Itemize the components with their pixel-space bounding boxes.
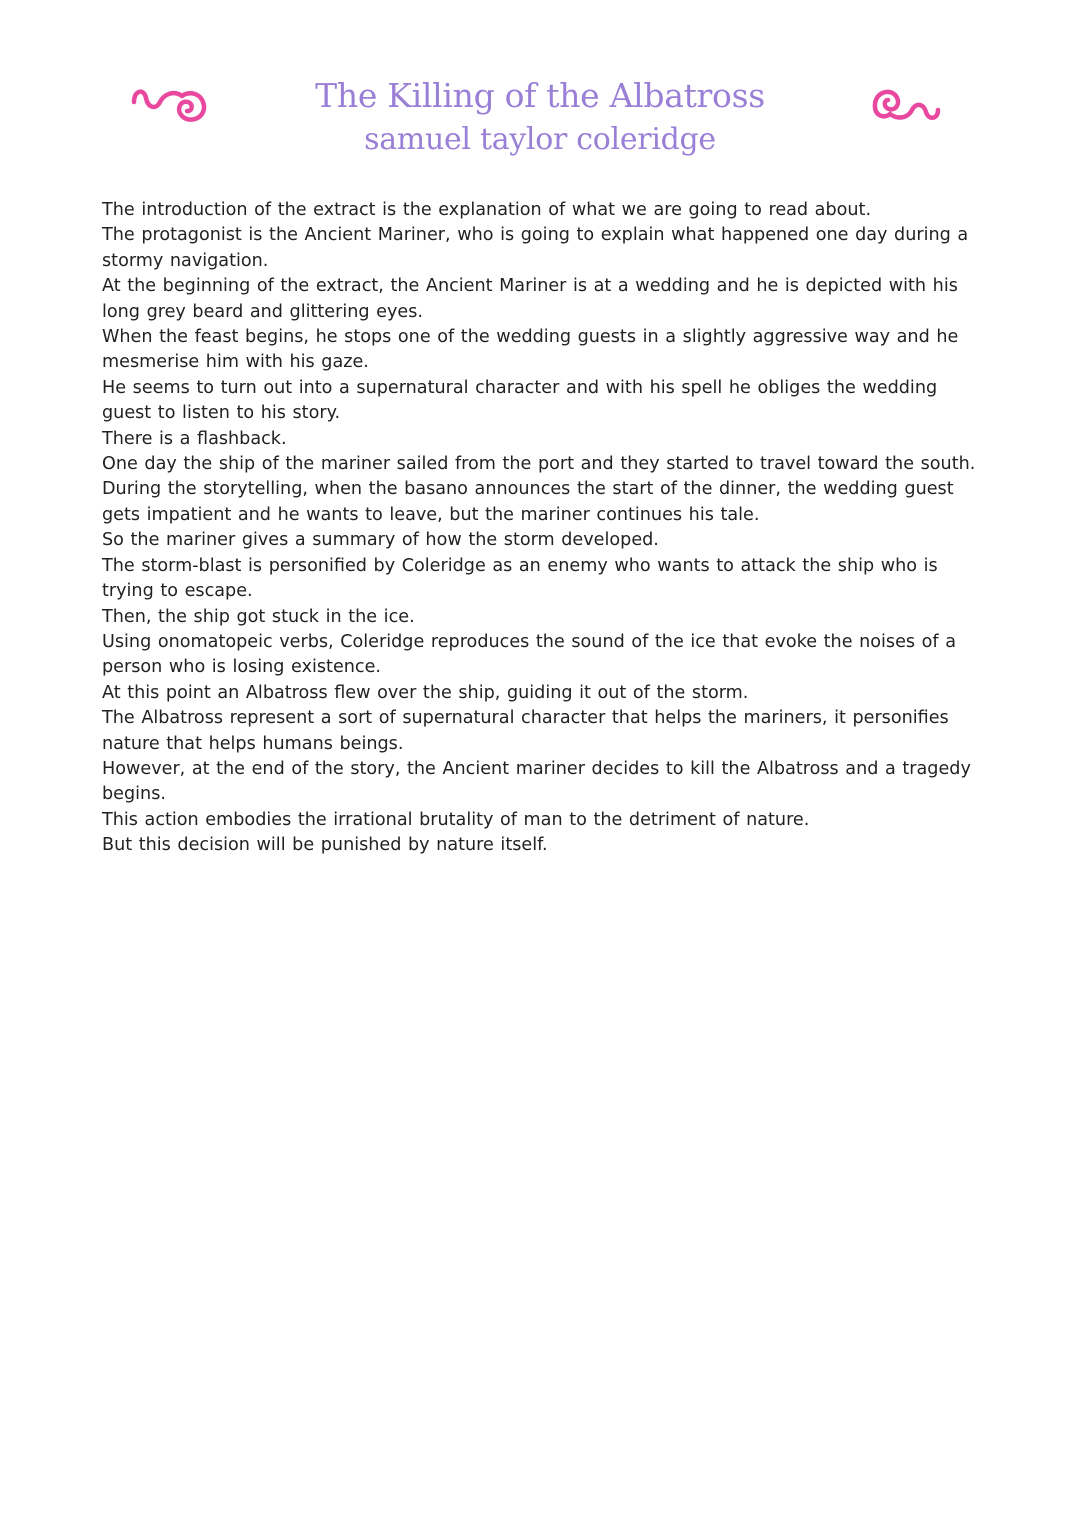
paragraph: One day the ship of the mariner sailed from the port and they started to travel toward the south.	[102, 454, 976, 475]
paragraph: So the mariner gives a summary of how the storm developed.	[102, 530, 659, 551]
swirl-ornament-icon	[872, 80, 942, 131]
paragraph: The Albatross represent a sort of supernatural character that helps the mariners, it personifies nature that helps humans beings.	[102, 708, 949, 754]
document-author: samuel taylor coleridge	[364, 122, 716, 157]
document-header	[0, 70, 1080, 180]
paragraph: The introduction of the extract is the explanation of what we are going to read about.	[102, 200, 872, 220]
paragraph: This action embodies the irrational brutality of man to the detriment of nature.	[102, 809, 810, 830]
paragraph: The storm-blast is personified by Coleridge as an enemy who wants to attack the ship who is trying to escape.	[102, 555, 938, 602]
paragraph: But this decision will be punished by nature itself.	[102, 835, 548, 856]
paragraph: Then, the ship got stuck in the ice.	[102, 606, 415, 627]
paragraph: He seems to turn out into a supernatural character and with his spell he obliges the wedding guest to listen to his story.	[102, 377, 938, 424]
paragraph: The protagonist is the Ancient Mariner, who is going to explain what happened one day during a stormy navigation.	[102, 225, 969, 271]
paragraph: Using onomatopeic verbs, Coleridge reproduces the sound of the ice that evoke the noises of a person who is losing existence.	[102, 631, 957, 678]
title-block	[240, 74, 840, 162]
document-body	[102, 198, 982, 859]
swirl-ornament-icon	[130, 80, 208, 131]
paragraph: At this point an Albatross flew over the ship, guiding it out of the storm.	[102, 682, 749, 703]
paragraph: When the feast begins, he stops one of the wedding guests in a slightly aggressive way and he mesmerise him with his gaze.	[102, 327, 959, 373]
paragraph: During the storytelling, when the basano announces the start of the dinner, the wedding guest gets impatient and he wants to leave, but the mariner continues his tale.	[102, 479, 954, 525]
document-title: The Killing of the Albatross	[315, 76, 765, 115]
paragraph: There is a flashback.	[102, 428, 287, 449]
paragraph: However, at the end of the story, the Ancient mariner decides to kill the Albatross and a tragedy begins.	[102, 758, 971, 805]
paragraph: At the beginning of the extract, the Ancient Mariner is at a wedding and he is depicted with his long grey beard and glittering eyes.	[102, 276, 958, 322]
